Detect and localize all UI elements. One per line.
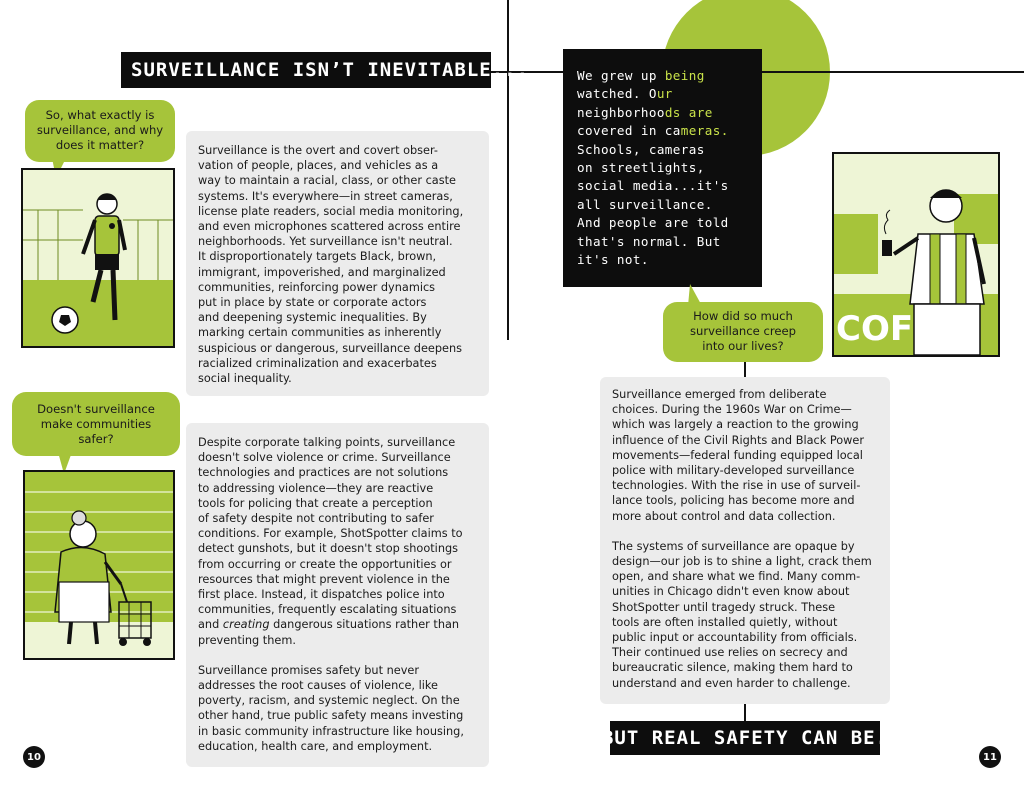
quote-text: that's normal. But bbox=[577, 233, 721, 249]
bubble-2-line: make communities bbox=[40, 417, 152, 431]
text-line: preventing them. bbox=[198, 633, 296, 647]
text-line: to addressing violence—they are reactive bbox=[198, 481, 434, 495]
text-line: Surveillance promises safety but never bbox=[198, 663, 419, 677]
text-line: tools for policing that create a perception bbox=[198, 496, 433, 510]
text-line: open, and share what we find. Many comm- bbox=[612, 570, 861, 584]
quote-highlight: ur bbox=[656, 86, 673, 102]
text-line: vation of people, places, and vehicles as a bbox=[198, 159, 439, 173]
paragraph-spacer bbox=[612, 524, 878, 539]
text-line: doesn't solve violence or crime. Surveillance bbox=[198, 451, 451, 465]
bubble-2-line: Doesn't surveillance bbox=[37, 402, 155, 416]
quote-line bbox=[577, 233, 748, 251]
illustration-soccer-player bbox=[21, 168, 175, 348]
quote-line bbox=[577, 104, 748, 122]
text-line: from occurring or create the opportunities or bbox=[198, 557, 452, 571]
quote-text: covered in ca bbox=[577, 123, 681, 139]
text-line: influence of the Civil Rights and Black Power bbox=[612, 433, 865, 447]
text-line: racialized criminalization and exacerbates bbox=[198, 356, 437, 370]
quote-text: social media...it's bbox=[577, 178, 729, 194]
right-title-text: BUT REAL SAFETY CAN BE. bbox=[601, 727, 889, 749]
text-line: police with military-developed surveillance bbox=[612, 464, 855, 478]
quote-lines bbox=[577, 67, 748, 269]
text-line: in basic community infrastructure like housing, bbox=[198, 724, 464, 738]
text-line: more about control and data collection. bbox=[612, 509, 836, 523]
quote-line bbox=[577, 196, 748, 214]
speech-bubble-1 bbox=[25, 100, 175, 162]
paragraph-spacer bbox=[198, 648, 477, 663]
text-line: systems. It's everywhere—in street cameras, bbox=[198, 189, 453, 203]
text-line: understand and even harder to challenge. bbox=[612, 676, 851, 690]
quote-text: watched. O bbox=[577, 86, 657, 102]
text-line: put in place by state or corporate actors bbox=[198, 296, 427, 310]
page-number-text: 10 bbox=[27, 751, 41, 763]
panel-sign-text: COF bbox=[836, 309, 914, 349]
bubble-3-tail bbox=[684, 284, 704, 306]
text-line: technologies and practices are not solutions bbox=[198, 466, 449, 480]
left-title-text: SURVEILLANCE ISN’T INEVITABLE... bbox=[131, 59, 530, 81]
text-line: detect gunshots, but it doesn't stop shootings bbox=[198, 542, 459, 556]
text-line: other hand, true public safety means investing bbox=[198, 709, 464, 723]
quote-highlight: meras. bbox=[680, 123, 729, 139]
text-line: license plate readers, social media monitoring, bbox=[198, 204, 464, 218]
quote-line bbox=[577, 177, 748, 195]
quote-line bbox=[577, 67, 748, 85]
quote-line bbox=[577, 85, 748, 103]
speech-bubble-2 bbox=[12, 392, 180, 456]
quote-highlight: being bbox=[664, 68, 705, 83]
text-line: public input or accountability from officials. bbox=[612, 631, 858, 645]
quote-text: Schools, cameras bbox=[577, 141, 705, 157]
quote-text: And people are told bbox=[577, 215, 729, 231]
page-number-text: 11 bbox=[983, 751, 997, 763]
quote-text: all surveillance. bbox=[577, 196, 713, 212]
bubble-1-line: does it matter? bbox=[55, 138, 145, 152]
right-title bbox=[601, 721, 889, 755]
text-line: communities, frequently escalating situations bbox=[198, 603, 457, 617]
text-line: bureaucratic silence, making them hard to bbox=[612, 661, 853, 675]
quote-box bbox=[563, 49, 762, 287]
bubble-3-line: surveillance creep bbox=[690, 324, 796, 338]
quote-line bbox=[577, 251, 748, 269]
text-line: marking certain communities as inherently bbox=[198, 326, 442, 340]
text-line: Their continued use relies on secrecy and bbox=[612, 646, 848, 660]
quote-line bbox=[577, 159, 748, 177]
text-block-surveillance-history bbox=[600, 377, 890, 704]
text-line: first place. Instead, it dispatches police into bbox=[198, 588, 445, 602]
text-line: social inequality. bbox=[198, 372, 292, 386]
text-block-what-is-surveillance bbox=[186, 131, 489, 396]
quote-text: it's not. bbox=[577, 252, 649, 268]
text-line: poverty, racism, and systemic neglect. On the bbox=[198, 694, 460, 708]
text-line: and even microphones scattered across entire bbox=[198, 220, 461, 234]
text-line: neighborhoods. Yet surveillance isn't neutral. bbox=[198, 235, 453, 249]
speech-bubble-3 bbox=[663, 302, 823, 362]
text-line: which was largely a reaction to the growing bbox=[612, 418, 859, 432]
text-fragment: and bbox=[198, 618, 220, 632]
text-line: lance tools, policing has become more and bbox=[612, 494, 855, 508]
text-line: Despite corporate talking points, surveillance bbox=[198, 436, 456, 449]
text-line: It disproportionately targets Black, brown, bbox=[198, 250, 437, 264]
bubble-2-line: safer? bbox=[78, 432, 114, 446]
text-line: conditions. For example, ShotSpotter claims to bbox=[198, 527, 463, 541]
text-line: Surveillance emerged from deliberate bbox=[612, 388, 827, 401]
text-line: The systems of surveillance are opaque by bbox=[612, 539, 855, 553]
text-line: technologies. With the rise in use of surveil- bbox=[612, 479, 861, 493]
text-line: and deepening systemic inequalities. By bbox=[198, 311, 427, 325]
text-line: unities in Chicago didn't even know about bbox=[612, 585, 850, 599]
quote-line bbox=[577, 214, 748, 232]
bubble-3-line: into our lives? bbox=[702, 339, 784, 353]
text-line: Surveillance is the overt and covert obser- bbox=[198, 144, 439, 157]
left-title bbox=[121, 52, 530, 88]
text-line: suspicious or dangerous, surveillance deepens bbox=[198, 341, 463, 355]
page-number-left bbox=[23, 746, 45, 768]
bubble-3-line: How did so much bbox=[693, 309, 793, 323]
text-line bbox=[198, 617, 477, 632]
spine-line bbox=[507, 0, 509, 340]
text-line: movements—federal funding equipped local bbox=[612, 448, 863, 462]
illustration-man-with-phone bbox=[832, 152, 1000, 357]
text-block-community-safety bbox=[186, 423, 489, 767]
quote-text: on streetlights, bbox=[577, 160, 705, 176]
text-fragment: dangerous situations rather than bbox=[273, 618, 460, 632]
text-line: resources that might prevent violence in the bbox=[198, 572, 450, 586]
quote-text: neighborhoo bbox=[577, 104, 665, 120]
right-connector-line bbox=[744, 360, 746, 378]
text-line: addresses the root causes of violence, like bbox=[198, 679, 438, 693]
quote-line bbox=[577, 122, 748, 140]
illustration-woman-with-cart bbox=[23, 470, 175, 660]
text-line: education, health care, and employment. bbox=[198, 739, 433, 753]
quote-text: We grew up bbox=[577, 68, 665, 83]
text-line: tools are often installed quietly, without bbox=[612, 615, 838, 629]
text-line: design—our job is to shine a light, crack them bbox=[612, 555, 872, 569]
text-line: way to maintain a racial, class, or other caste bbox=[198, 174, 456, 188]
bubble-1-line: So, what exactly is bbox=[45, 108, 155, 122]
page-number-right bbox=[979, 746, 1001, 768]
text-line: of safety despite not contributing to safer bbox=[198, 512, 434, 526]
quote-highlight: ds are bbox=[664, 104, 713, 120]
text-line: communities, reinforcing power dynamics bbox=[198, 280, 436, 294]
text-line: choices. During the 1960s War on Crime— bbox=[612, 403, 852, 417]
bubble-1-line: surveillance, and why bbox=[36, 123, 164, 137]
quote-line bbox=[577, 141, 748, 159]
text-line: ShotSpotter until tragedy struck. These bbox=[612, 600, 836, 614]
text-line: immigrant, impoverished, and marginalized bbox=[198, 265, 446, 279]
emphasis-text: creating bbox=[222, 618, 270, 632]
